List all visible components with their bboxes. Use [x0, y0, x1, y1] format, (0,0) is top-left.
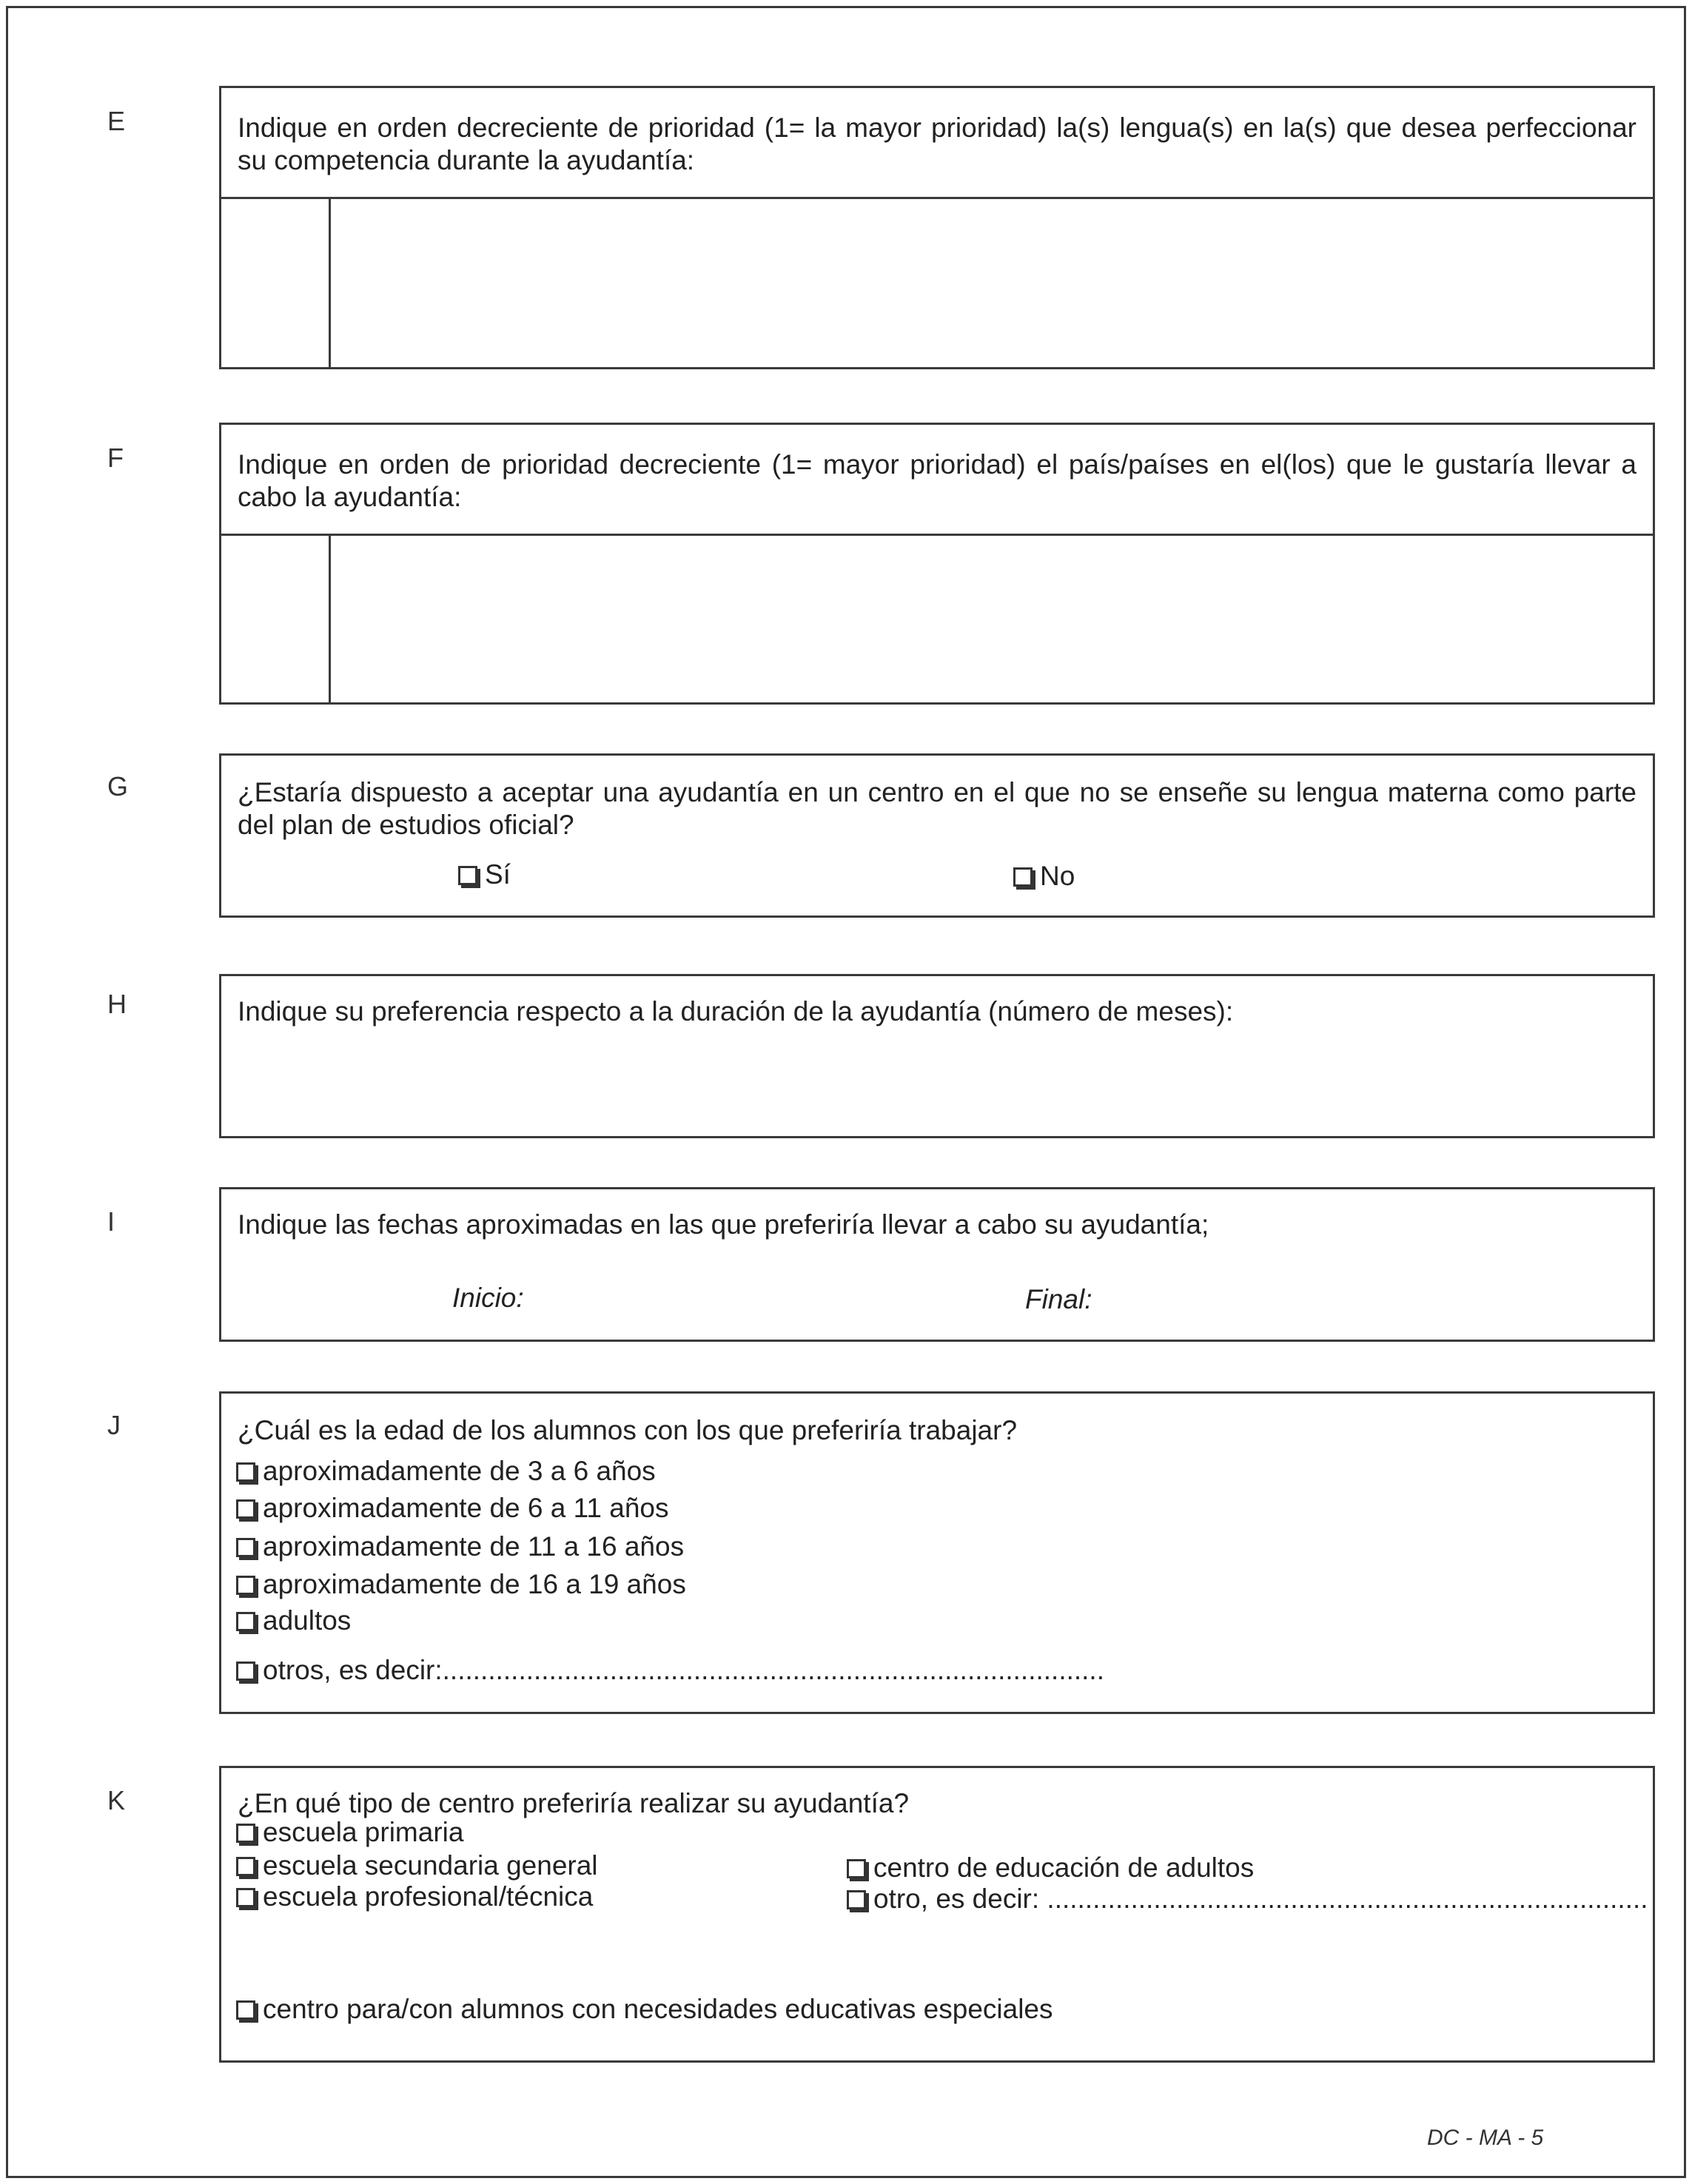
section-g-question: ¿Estaría dispuesto a aceptar una ayudantía en un centro en el que no se enseñe su lengua materna como parte del plan de estudios oficial?	[238, 777, 1636, 840]
section-e-header	[221, 88, 1653, 199]
option-age-3-6[interactable]: aproximadamente de 3 a 6 años	[236, 1456, 656, 1487]
end-date-label: Final:	[1025, 1284, 1092, 1314]
option-no[interactable]: No	[1013, 861, 1075, 892]
option-adult-education-centre[interactable]: centro de educación de adultos	[847, 1852, 1254, 1884]
section-i-box	[219, 1187, 1655, 1342]
checkbox-icon[interactable]	[236, 2000, 255, 2020]
option-age-11-16[interactable]: aproximadamente de 11 a 16 años	[236, 1531, 684, 1562]
checkbox-icon[interactable]	[458, 866, 477, 885]
section-f-answer-area[interactable]	[221, 536, 1653, 702]
section-letter-k: K	[107, 1785, 126, 1815]
checkbox-icon[interactable]	[236, 1824, 255, 1843]
section-e-priority-column[interactable]	[221, 199, 331, 367]
section-f-header	[221, 425, 1653, 536]
checkbox-icon[interactable]	[236, 1857, 255, 1876]
section-e-question: Indique en orden decreciente de prioridad (1= la mayor prioridad) la(s) lengua(s) en la(s) que desea perfeccionar su competencia durante la ayudantía:	[238, 112, 1636, 175]
section-letter-f: F	[107, 443, 124, 473]
section-letter-e: E	[107, 106, 126, 136]
section-e-box	[219, 86, 1655, 369]
option-si[interactable]: Sí	[458, 859, 511, 890]
section-letter-g: G	[107, 771, 129, 802]
checkbox-icon[interactable]	[847, 1859, 866, 1878]
checkbox-icon[interactable]	[236, 1462, 255, 1482]
option-special-needs-centre[interactable]: centro para/con alumnos con necesidades educativas especiales	[236, 1994, 1053, 2025]
option-age-6-11[interactable]: aproximadamente de 6 a 11 años	[236, 1493, 669, 1524]
section-f-box	[219, 423, 1655, 705]
checkbox-icon[interactable]	[236, 1538, 255, 1557]
checkbox-icon[interactable]	[236, 1612, 255, 1631]
section-g-box	[219, 753, 1655, 918]
option-adults[interactable]: adultos	[236, 1605, 351, 1636]
section-f-question: Indique en orden de prioridad decreciente (1= mayor prioridad) el país/países en el(los) que le gustaría llevar a cabo la ayudantía:	[238, 449, 1636, 512]
section-k-box	[219, 1766, 1655, 2063]
checkbox-icon[interactable]	[847, 1890, 866, 1909]
option-others[interactable]: otros, es decir:.......................................................................................	[236, 1655, 1104, 1686]
checkbox-icon[interactable]	[236, 1661, 255, 1681]
section-f-priority-column[interactable]	[221, 536, 331, 702]
section-h-box[interactable]	[219, 974, 1655, 1138]
section-letter-i: I	[107, 1206, 115, 1237]
section-k-question: ¿En qué tipo de centro preferiría realizar su ayudantía?	[238, 1788, 910, 1818]
option-other-centre[interactable]: otro, es decir: ...............................................................................	[847, 1884, 1648, 1915]
checkbox-icon[interactable]	[1013, 867, 1033, 887]
option-general-secondary-school[interactable]: escuela secundaria general	[236, 1850, 598, 1881]
section-letter-h: H	[107, 989, 127, 1019]
option-vocational-school[interactable]: escuela profesional/técnica	[236, 1881, 593, 1912]
start-date-label: Inicio:	[452, 1283, 524, 1313]
checkbox-icon[interactable]	[236, 1499, 255, 1519]
option-age-16-19[interactable]: aproximadamente de 16 a 19 años	[236, 1569, 686, 1600]
section-letter-j: J	[107, 1410, 121, 1440]
option-primary-school[interactable]: escuela primaria	[236, 1817, 463, 1848]
section-j-question: ¿Cuál es la edad de los alumnos con los que preferiría trabajar?	[238, 1415, 1018, 1445]
section-i-question: Indique las fechas aproximadas en las que preferiría llevar a cabo su ayudantía;	[238, 1209, 1209, 1240]
section-e-answer-area[interactable]	[221, 199, 1653, 367]
section-h-question: Indique su preferencia respecto a la duración de la ayudantía (número de meses):	[238, 996, 1234, 1027]
checkbox-icon[interactable]	[236, 1576, 255, 1595]
footer-page-code: DC - MA - 5	[1427, 2126, 1544, 2150]
checkbox-icon[interactable]	[236, 1888, 255, 1907]
section-j-box	[219, 1391, 1655, 1714]
